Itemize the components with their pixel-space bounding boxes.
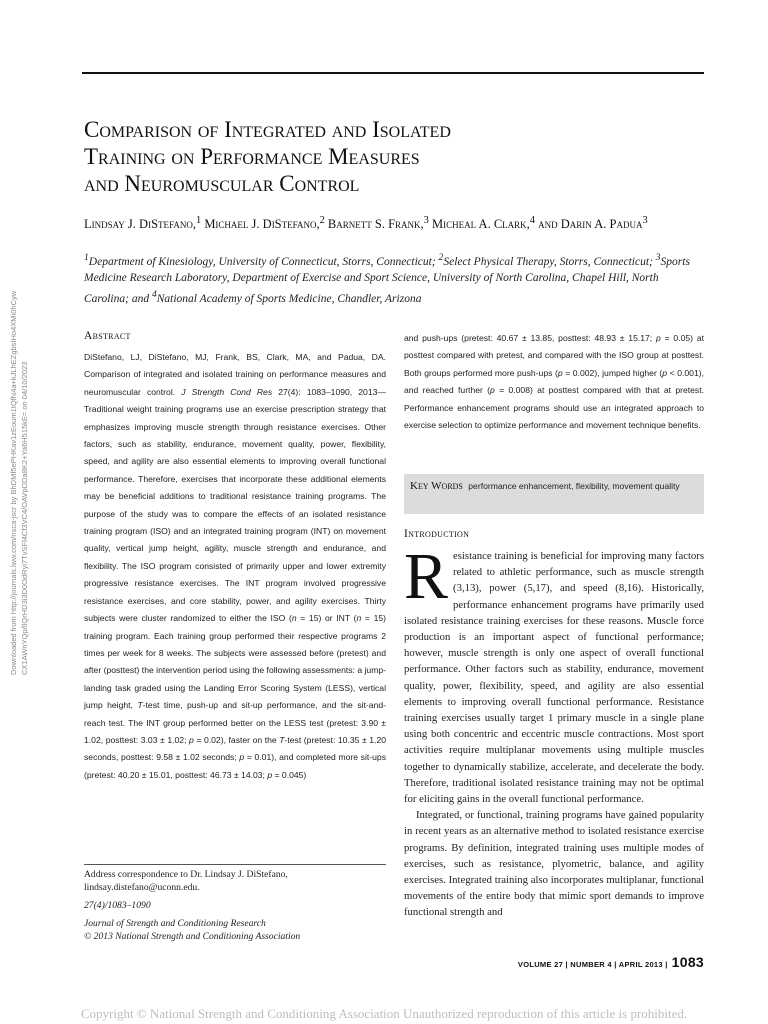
watermark-line: Downloaded from http://journals.lww.com/nsca-jscr by BhDMf5ePHKav1zEoum1tQfN4a+kJLhEZgbsIHo4XMi0hCyw [9, 290, 18, 675]
title-line: Training on Performance Measures [84, 144, 420, 169]
right-column [404, 330, 704, 434]
volume-pages: 27(4)/1083–1090 [84, 900, 151, 911]
download-watermark [8, 185, 38, 675]
key-words-heading: Key Words [410, 480, 463, 492]
issue-info: VOLUME 27 | NUMBER 4 | APRIL 2013 | [517, 960, 668, 969]
watermark-line: CX1AWnYQp/IlQrHD3i3D0OdRyi7TvSFl4Cf3VC4/OAVpDDa8K2+Ya6H515kE= on 04/10/2023 [20, 361, 29, 675]
intro-paragraph [404, 540, 704, 807]
abstract-text: DiStefano, LJ, DiStefano, MJ, Frank, BS, Clark, MA, and Padua, DA. Comparison of integrated and isolated training on performance measures and neuromuscular control. J Strength Cond Res 27(4): 1083–1090, 2013—Traditional weight training programs use an exercise prescription strategy that emphasizes improving muscle strength through resistance exercises. Other factors, such as stability, endurance, movement quality, power, flexibility, speed, and agility are also essential elements to improving overall functional performance. Therefore, exercises that incorporate these additional elements may be beneficial additions to traditional resistance training programs. The purpose of the study was to compare the effects of an isolated resistance training program (ISO) and an integrated training program (INT) on movement quality, vertical jump height, agility, muscle strength and endurance, and flexibility. The ISO program consisted of primarily upper and lower extremity progressive resistance exercises. The INT program involved progressive resistance exercises, and core stability, power, and agility exercises. Thirty subjects were cluster randomized to either the ISO (n = 15) or INT (n = 15) training program. Each training group performed their respective programs 2 times per week for 8 weeks. The subjects were assessed before (pretest) and after (posttest) the intervention period using the following assessments: a jump-landing task graded using the Landing Error Scoring System (LESS), vertical jump height, T-test time, push-up and sit-up performance, and the sit-and-reach test. The INT group performed better on the LESS test (pretest: 3.90 ± 1.02, posttest: 3.03 ± 1.02; p = 0.02), faster on the T-test (pretest: 10.35 ± 1.20 seconds, posttest: 9.58 ± 1.02 seconds; p = 0.01), and completed more sit-ups (pretest: 40.20 ± 15.01, posttest: 46.73 ± 14.03; p = 0.045) [84, 352, 386, 780]
intro-paragraph-text: esistance training is beneficial for improving many factors related to athletic performance, such as muscle strength (3,13), power (5,17), and speed (8,16). Historically, performance enhancement programs have primarily used isolated resistance training exercises for these reasons. Muscle force production is an important aspect of functional performance; however, muscle strength is only one aspect of overall functional performance. Other factors such as stability, endurance, movement quality, power, flexibility, speed, and agility are also essential elements to improving overall functional performance. Resistance training exercises usually target 1 primary muscle in a single plane using both concentric and eccentric muscle contractions. Most sport activities require multiplanar movements using multiple muscles together to dynamically stabilize, accelerate, and decelerate the body. Therefore, traditional isolated resistance training may not be optimal for eliciting gains in the overall functional performance. [404, 550, 704, 806]
footnote-rule [84, 864, 386, 865]
key-words-text: performance enhancement, flexibility, movement quality [468, 481, 680, 491]
copyright-banner: Copyright © National Strength and Conditioning Association Unauthorized reproduction of this article is prohibited. [80, 1006, 688, 1021]
title-line: Comparison of Integrated and Isolated [84, 117, 451, 142]
author-list: Lindsay J. DiStefano,$^1$ Michael J. DiStefano,$^2$ Barnett S. Frank,$^3$ Micheal A. Clark,$^4$ and Darin A. Padua$^3$ [84, 215, 648, 232]
introduction-body [404, 540, 704, 921]
abstract-heading: Abstract [84, 330, 131, 342]
journal-copyright: © 2013 National Strength and Conditioning Association [84, 931, 301, 942]
affiliations: $^1$Department of Kinesiology, University of Connecticut, Storrs, Connecticut; $^2$Select Physical Therapy, Storrs, Connecticut; $^3$Sports Medicine Research Laboratory, Department of Exercise and Sport Science, University of North Carolina, Chapel Hill, North Carolina; and $^4$National Academy of Sports Medicine, Chandler, Arizona [84, 252, 690, 305]
footnote [84, 868, 386, 948]
drop-cap: R [404, 540, 449, 613]
introduction-heading: Introduction [404, 528, 470, 540]
top-rule [82, 72, 704, 74]
title-line: and Neuromuscular Control [84, 171, 360, 196]
left-column [84, 330, 386, 784]
correspondence-note: Address correspondence to Dr. Lindsay J. DiStefano, lindsay.distefano@uconn.edu. [84, 869, 288, 893]
page-number: 1083 [671, 954, 704, 970]
page-footer [518, 954, 704, 970]
journal-name: Journal of Strength and Conditioning Research [84, 918, 266, 929]
key-words-box [404, 474, 704, 514]
abstract-text-continued: and push-ups (pretest: 40.67 ± 13.85, posttest: 48.93 ± 15.17; p = 0.05) at posttest compared with pretest, and compared with the ISO group at posttest. Both groups performed more push-ups (p = 0.002), jumped higher (p < 0.001), and reached further (p = 0.008) at posttest compared with that at pretest. Performance enhancement programs should use an integrated approach to exercise selection to optimize performance and movement technique benefits. [404, 333, 704, 431]
intro-paragraph: Integrated, or functional, training programs have gained popularity in recent years as an alternative method to isolated resistance exercise programs. By definition, integrated training uses multiple modes of exercises, such as resistance, plyometric, balance, and agility exercises. Integrated training also incorporates multiplanar, functional movements of the entire body that mimic sport demands to improve functional strength and [404, 809, 704, 919]
article-title [84, 116, 684, 197]
